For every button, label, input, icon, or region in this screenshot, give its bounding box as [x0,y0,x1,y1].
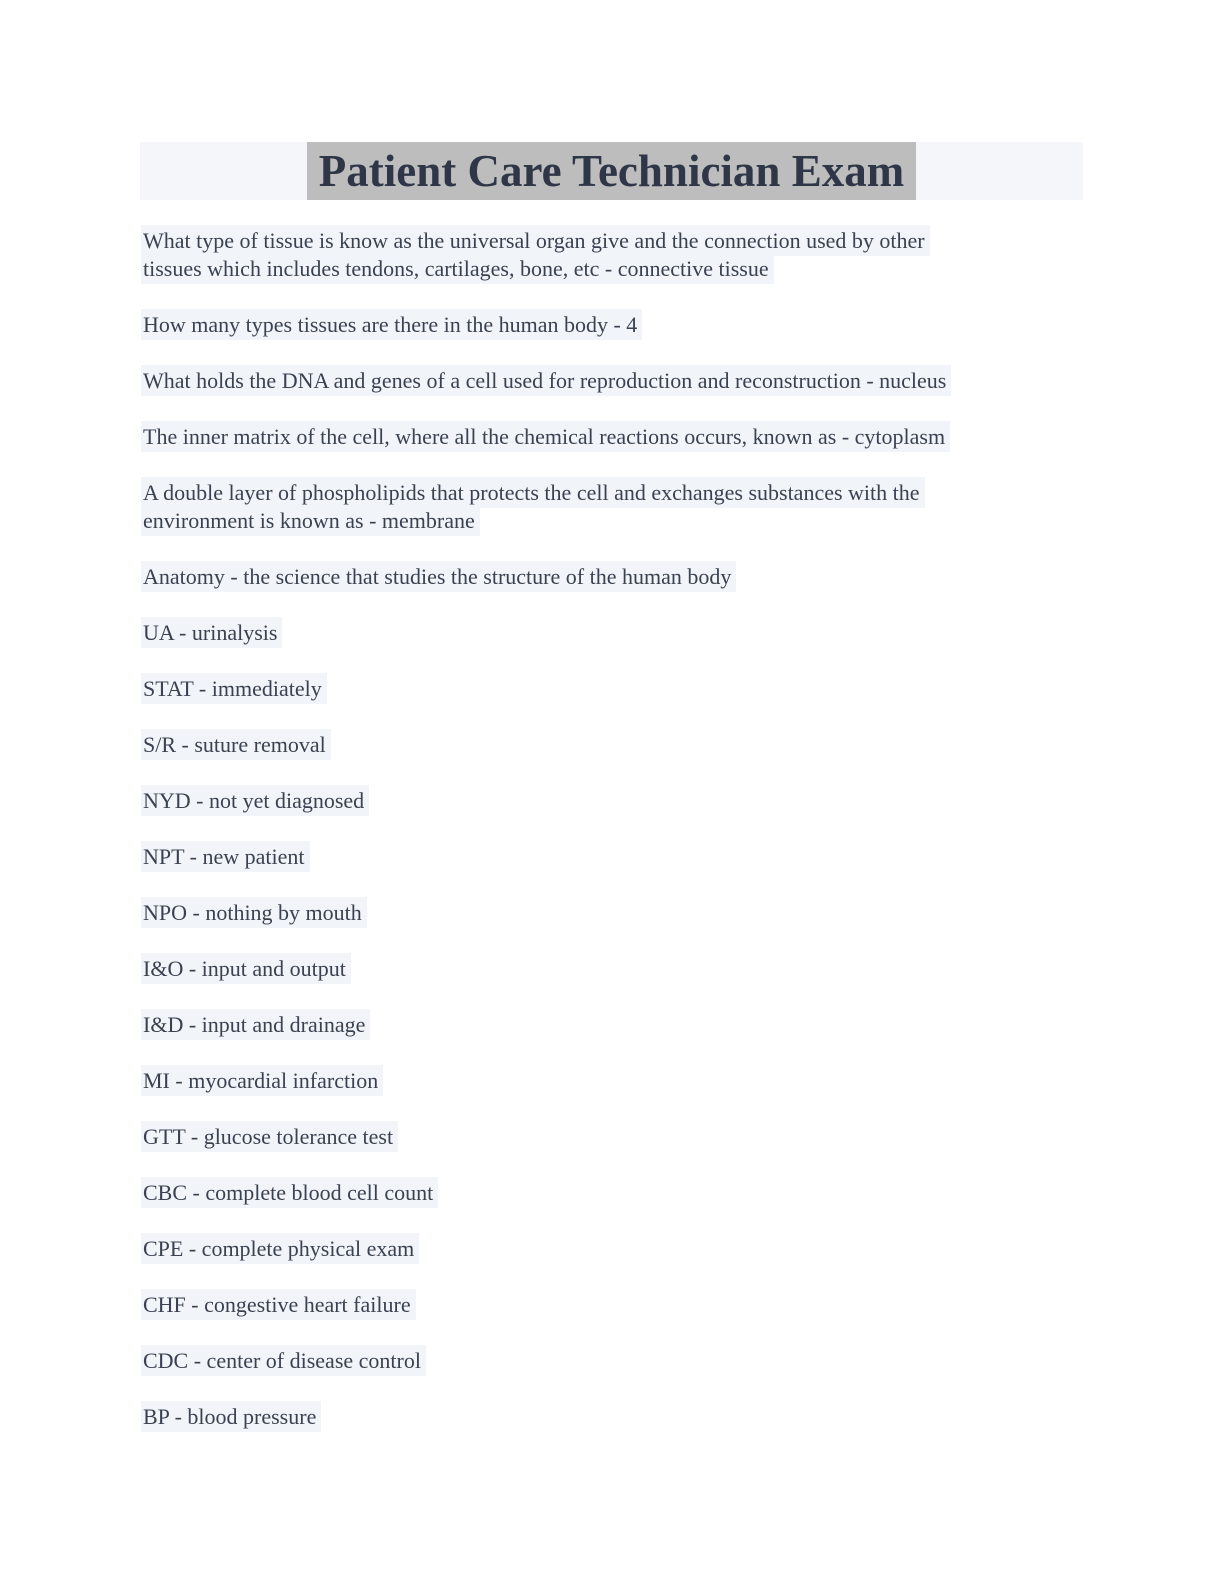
text-line: MI - myocardial infarction [141,1065,383,1096]
qa-item [141,1011,1101,1039]
qa-item [141,1179,1101,1207]
text-line: What type of tissue is know as the universal organ give and the connection used by other [141,225,930,256]
qa-item [141,227,1101,283]
text-line: environment is known as - membrane [141,505,480,536]
text-line: A double layer of phospholipids that protects the cell and exchanges substances with the [141,477,925,508]
qa-item [141,1291,1101,1319]
qa-item [141,1347,1101,1375]
qa-item [141,423,1101,451]
text-line: I&O - input and output [141,953,351,984]
text-line: Anatomy - the science that studies the structure of the human body [141,561,736,592]
document-content [141,227,1101,1459]
text-line: CPE - complete physical exam [141,1233,419,1264]
qa-item [141,675,1101,703]
text-line: What holds the DNA and genes of a cell used for reproduction and reconstruction - nucleus [141,365,951,396]
qa-item [141,731,1101,759]
text-line: BP - blood pressure [141,1401,321,1432]
text-line: How many types tissues are there in the human body - 4 [141,309,642,340]
qa-item [141,899,1101,927]
title-band [140,142,1083,200]
text-line: GTT - glucose tolerance test [141,1121,398,1152]
page-title: Patient Care Technician Exam [307,142,916,200]
qa-item [141,955,1101,983]
text-line: CDC - center of disease control [141,1345,426,1376]
qa-item [141,787,1101,815]
text-line: NPT - new patient [141,841,310,872]
text-line: S/R - suture removal [141,729,331,760]
text-line: NYD - not yet diagnosed [141,785,369,816]
text-line: CBC - complete blood cell count [141,1177,438,1208]
text-line: NPO - nothing by mouth [141,897,367,928]
text-line: The inner matrix of the cell, where all the chemical reactions occurs, known as - cytoplasm [141,421,950,452]
qa-item [141,1123,1101,1151]
qa-item [141,843,1101,871]
qa-item [141,619,1101,647]
qa-item [141,1235,1101,1263]
qa-item [141,311,1101,339]
qa-item [141,367,1101,395]
text-line: CHF - congestive heart failure [141,1289,416,1320]
qa-item [141,1067,1101,1095]
qa-item [141,563,1101,591]
text-line: I&D - input and drainage [141,1009,370,1040]
text-line: UA - urinalysis [141,617,282,648]
qa-item [141,1403,1101,1431]
text-line: STAT - immediately [141,673,327,704]
qa-item [141,479,1101,535]
text-line: tissues which includes tendons, cartilages, bone, etc - connective tissue [141,253,774,284]
